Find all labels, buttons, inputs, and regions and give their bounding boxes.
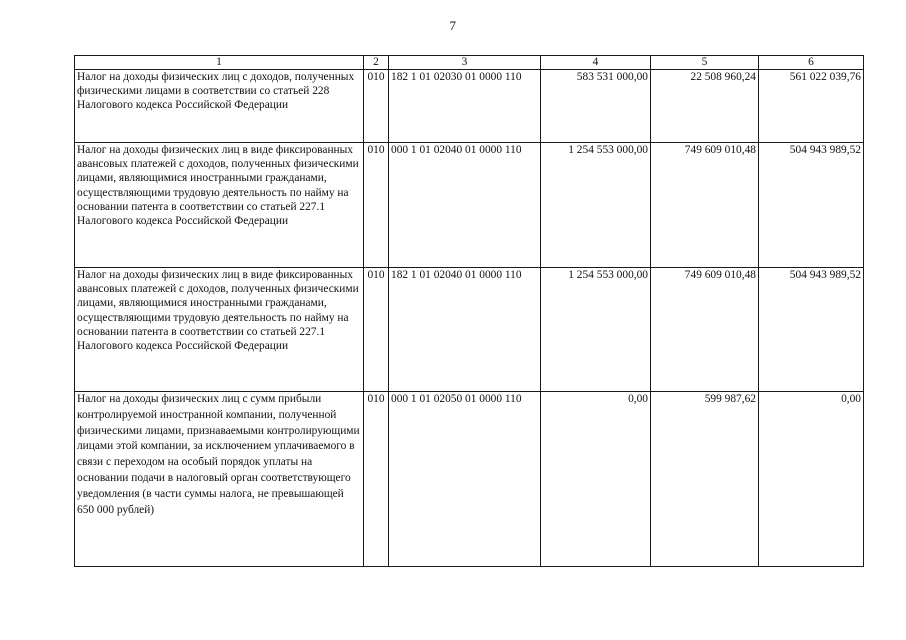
- line-code-cell: 010: [364, 70, 389, 143]
- column-header-3: 3: [389, 56, 541, 70]
- unexecuted-amount-cell: 0,00: [759, 392, 864, 567]
- executed-amount-cell: 749 609 010,48: [651, 268, 759, 392]
- budget-execution-table: [74, 55, 864, 567]
- unexecuted-amount-cell: 561 022 039,76: [759, 70, 864, 143]
- executed-amount-cell: 749 609 010,48: [651, 143, 759, 268]
- column-header-5: 5: [651, 56, 759, 70]
- approved-amount-cell: 1 254 553 000,00: [541, 143, 651, 268]
- approved-amount-cell: 0,00: [541, 392, 651, 567]
- executed-amount-cell: 599 987,62: [651, 392, 759, 567]
- unexecuted-amount-cell: 504 943 989,52: [759, 143, 864, 268]
- income-name-cell: Налог на доходы физических лиц с сумм прибыли контролируемой иностранной компании, полученной физическими лицами, признаваемыми контролирующими лицами этой компании, за исключением уплачиваемого в связи с переходом на особый порядок уплаты на основании подачи в налоговый орган соответствующего уведомления (в части суммы налога, не превышающей 650 000 рублей): [75, 392, 364, 567]
- table-row: [75, 70, 864, 143]
- page-number: 7: [449, 18, 457, 33]
- column-header-2: 2: [364, 56, 389, 70]
- column-header-6: 6: [759, 56, 864, 70]
- approved-amount-cell: 1 254 553 000,00: [541, 268, 651, 392]
- executed-amount-cell: 22 508 960,24: [651, 70, 759, 143]
- approved-amount-cell: 583 531 000,00: [541, 70, 651, 143]
- unexecuted-amount-cell: 504 943 989,52: [759, 268, 864, 392]
- line-code-cell: 010: [364, 143, 389, 268]
- table-row: [75, 143, 864, 268]
- budget-classification-code-cell: 182 1 01 02030 01 0000 110: [389, 70, 541, 143]
- income-name-cell: Налог на доходы физических лиц в виде фиксированных авансовых платежей с доходов, полученных физическими лицами, являющимися иностранными гражданами, осуществляющими трудовую деятельность по найму на основании патента в соответствии со статьей 227.1 Налогового кодекса Российской Федерации: [75, 268, 364, 392]
- income-name-cell: Налог на доходы физических лиц в виде фиксированных авансовых платежей с доходов, полученных физическими лицами, являющимися иностранными гражданами, осуществляющими трудовую деятельность по найму на основании патента в соответствии со статьей 227.1 Налогового кодекса Российской Федерации: [75, 143, 364, 268]
- column-header-1: 1: [75, 56, 364, 70]
- budget-classification-code-cell: 000 1 01 02050 01 0000 110: [389, 392, 541, 567]
- table-row: [75, 268, 864, 392]
- table-row: [75, 392, 864, 567]
- column-number-header-row: [75, 56, 864, 70]
- line-code-cell: 010: [364, 392, 389, 567]
- line-code-cell: 010: [364, 268, 389, 392]
- column-header-4: 4: [541, 56, 651, 70]
- budget-classification-code-cell: 182 1 01 02040 01 0000 110: [389, 268, 541, 392]
- budget-classification-code-cell: 000 1 01 02040 01 0000 110: [389, 143, 541, 268]
- income-name-cell: Налог на доходы физических лиц с доходов, полученных физическими лицами в соответствии со статьей 228 Налогового кодекса Российской Федерации: [75, 70, 364, 143]
